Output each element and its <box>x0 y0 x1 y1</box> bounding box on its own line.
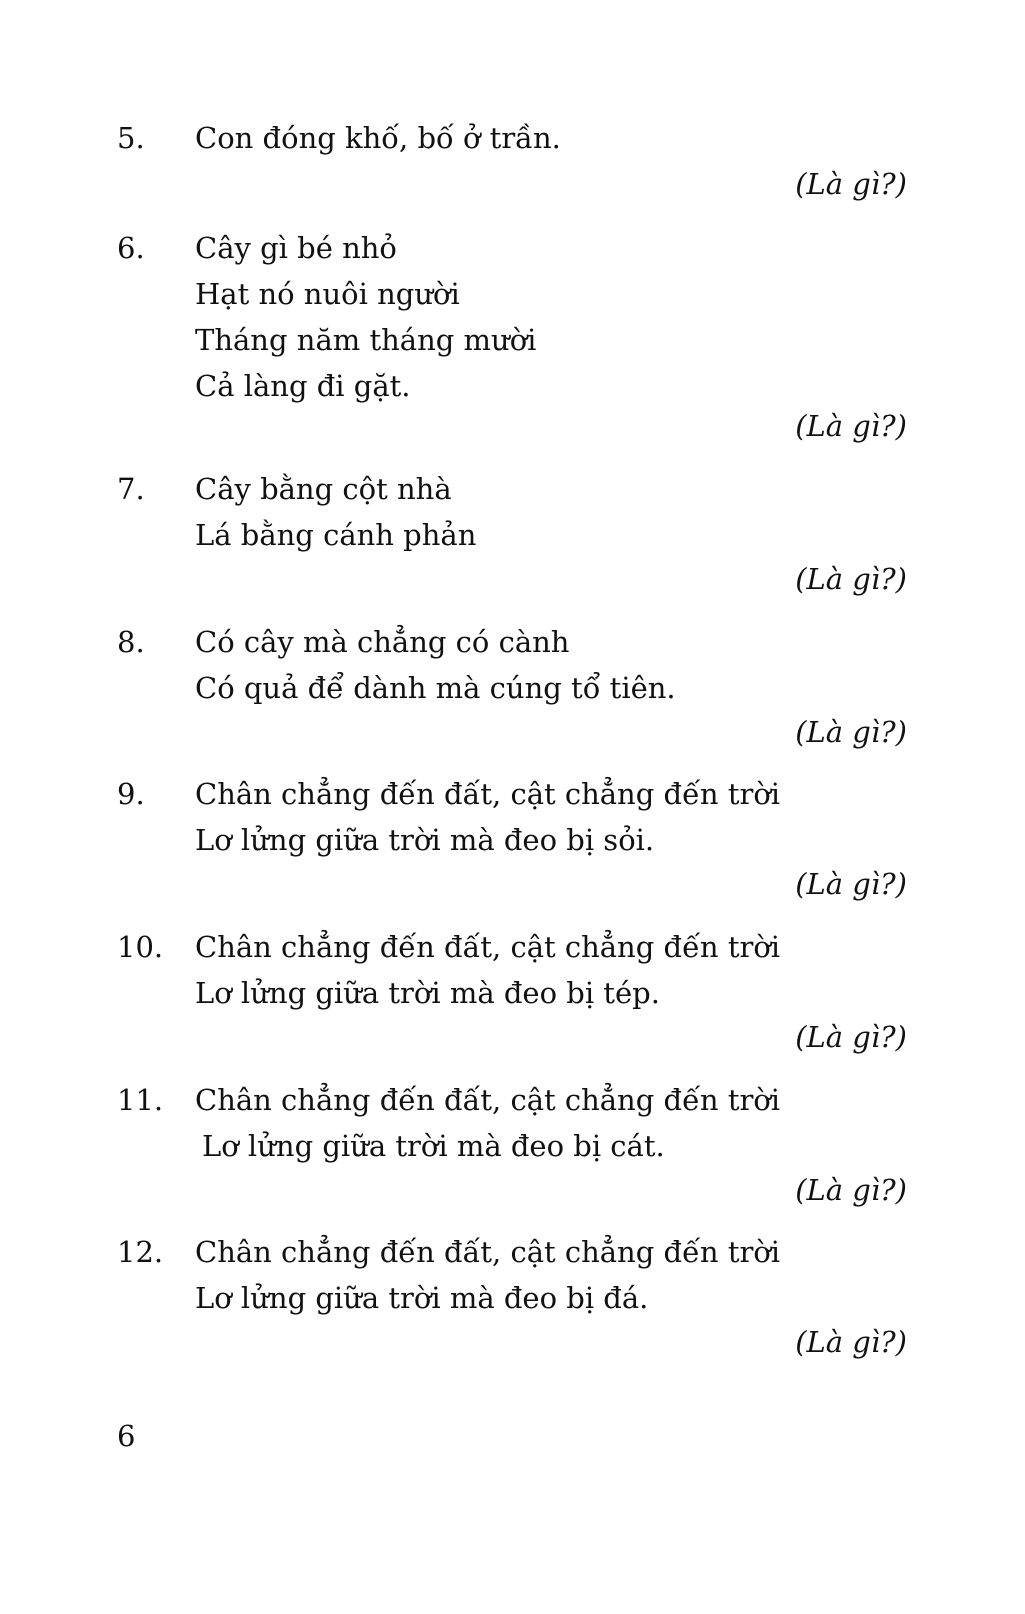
riddle-text <box>195 619 835 711</box>
riddle-line: Chân chẳng đến đất, cật chẳng đến trời <box>195 930 781 964</box>
riddle-number: 10. <box>117 930 164 964</box>
riddle-number: 9. <box>117 777 145 811</box>
riddle-answer-prompt: (Là gì?) <box>795 1325 907 1359</box>
riddle-text <box>195 1077 835 1169</box>
riddle-text <box>195 466 835 558</box>
riddle-answer-prompt: (Là gì?) <box>795 1173 907 1207</box>
riddle-number: 8. <box>117 625 145 659</box>
riddle-line: Tháng năm tháng mười <box>195 323 537 357</box>
riddle-line: Cả làng đi gặt. <box>195 369 411 403</box>
riddle-number: 12. <box>117 1235 164 1269</box>
riddle-line: Chân chẳng đến đất, cật chẳng đến trời <box>195 1235 781 1269</box>
riddle-text <box>195 924 835 1016</box>
riddle-answer-prompt: (Là gì?) <box>795 167 907 201</box>
riddle-answer-prompt: (Là gì?) <box>795 562 907 596</box>
riddle-line: Lá bằng cánh phản <box>195 518 477 552</box>
riddle-answer-prompt: (Là gì?) <box>795 1020 907 1054</box>
riddle-answer-prompt: (Là gì?) <box>795 715 907 749</box>
riddle-answer-prompt: (Là gì?) <box>795 409 907 443</box>
riddle-line: Lơ lửng giữa trời mà đeo bị sỏi. <box>195 823 655 857</box>
riddle-line: Lơ lửng giữa trời mà đeo bị cát. <box>202 1129 665 1163</box>
riddle-line: Có quả để dành mà cúng tổ tiên. <box>195 671 676 705</box>
page-number: 6 <box>117 1419 136 1453</box>
riddle-answer-prompt: (Là gì?) <box>795 867 907 901</box>
riddle-number: 7. <box>117 472 145 506</box>
riddle-text <box>195 225 835 409</box>
riddle-number: 11. <box>117 1083 164 1117</box>
riddle-number: 6. <box>117 231 145 265</box>
riddle-text <box>195 1229 835 1321</box>
riddle-line: Chân chẳng đến đất, cật chẳng đến trời <box>195 777 781 811</box>
riddle-line: Cây bằng cột nhà <box>195 472 452 506</box>
riddle-text <box>195 771 835 863</box>
riddle-line: Con đóng khố, bố ở trần. <box>195 121 561 155</box>
riddle-number: 5. <box>117 121 145 155</box>
riddle-line: Cây gì bé nhỏ <box>195 231 397 265</box>
riddle-line: Lơ lửng giữa trời mà đeo bị tép. <box>195 976 660 1010</box>
riddle-line: Có cây mà chẳng có cành <box>195 625 570 659</box>
riddle-line: Lơ lửng giữa trời mà đeo bị đá. <box>195 1281 649 1315</box>
riddle-text <box>195 115 835 161</box>
riddle-line: Hạt nó nuôi người <box>195 277 460 311</box>
riddle-line: Chân chẳng đến đất, cật chẳng đến trời <box>195 1083 781 1117</box>
